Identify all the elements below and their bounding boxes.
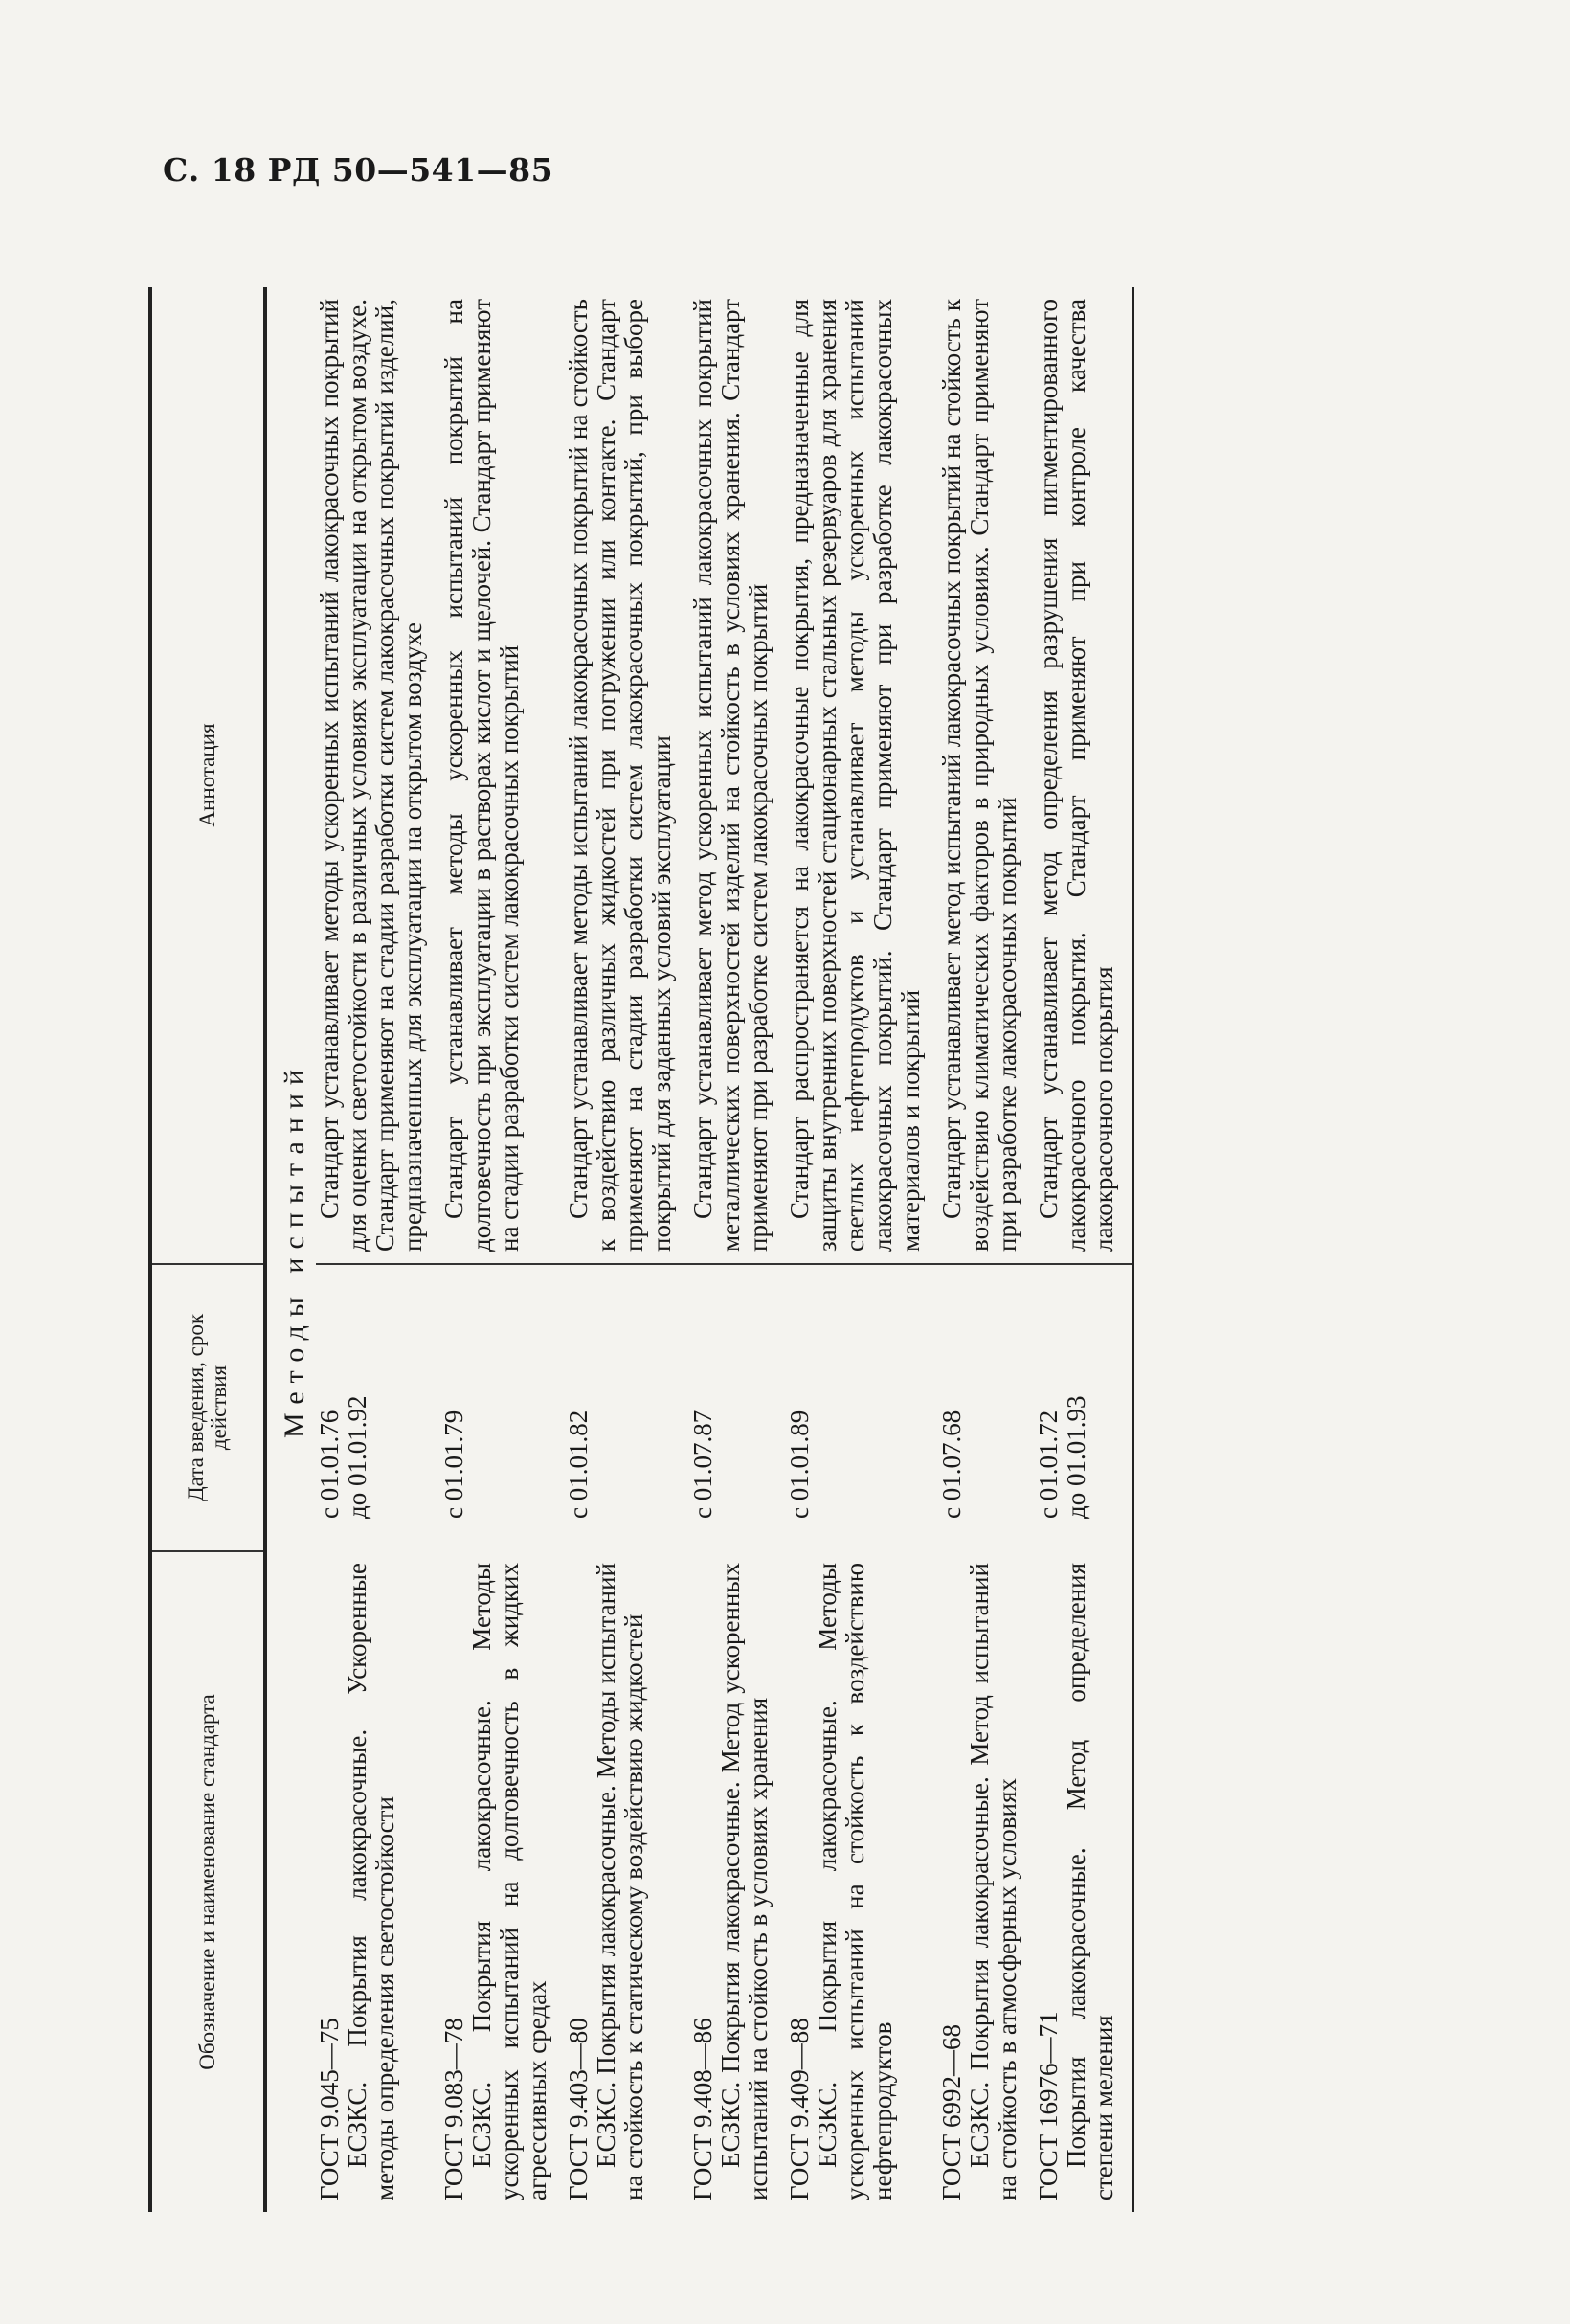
date-start: с 01.01.82 xyxy=(564,1410,593,1519)
page-header: С. 18 РД 50—541—85 xyxy=(163,151,554,189)
standard-title: ЕСЗКС. Покрытия лакокрасочные. Методы ускоренных испытаний на долговечность в жидких агрессивных средах xyxy=(467,1563,551,2200)
table-row xyxy=(1035,287,1133,2212)
standard-code: ГОСТ 9.083—78 xyxy=(439,2018,468,2200)
table-row xyxy=(786,287,938,2212)
dates-cell xyxy=(1035,1264,1133,1551)
date-end: до 01.01.93 xyxy=(1062,1395,1090,1519)
standard-code: ГОСТ 16976—71 xyxy=(1034,2011,1063,2200)
table-header-row xyxy=(150,287,265,2212)
dates-cell xyxy=(316,1264,440,1551)
dates-cell xyxy=(938,1264,1035,1551)
standard-code: ГОСТ 9.409—88 xyxy=(785,2018,814,2200)
annotation-cell: Стандарт устанавливает метод определения разрушения пигментированного лакокрасочного покрытия. Стандарт применяют при контроле качества лакокрасочного покрытия xyxy=(1035,287,1133,1264)
date-start: с 01.01.72 xyxy=(1034,1410,1063,1519)
table-row xyxy=(938,287,1035,2212)
date-end: до 01.01.92 xyxy=(343,1395,371,1519)
date-start: с 01.01.79 xyxy=(439,1410,468,1519)
annotation-cell: Стандарт устанавливает методы ускоренных испытаний покрытий на долговечность при эксплуатации в растворах кислот и щелочей. Стандарт применяют на стадии разработки систем лакокрасочных покрытий xyxy=(440,287,565,1264)
date-start: с 01.07.87 xyxy=(688,1410,717,1519)
table-row xyxy=(316,287,440,2212)
date-start: с 01.01.76 xyxy=(315,1410,344,1519)
table-row xyxy=(565,287,689,2212)
annotation-cell: Стандарт устанавливает методы испытаний лакокрасочных покрытий на стойкость к воздействию различных жидкостей при погружении или контакте. Стандарт применяют на стадии разработки систем лакокрасочных покрытий, при выборе покрытий для заданных условий эксплуатации xyxy=(565,287,689,1264)
dates-cell xyxy=(689,1264,786,1551)
annotation-cell: Стандарт распространяется на лакокрасочные покрытия, предназначенные для защиты внутренних поверхностей стационарных стальных резервуаров для хранения светлых нефтепродуктов и устанавливает методы ускоренных испытаний лакокрасочных покрытий. Стандарт применяют при разработке лакокрасочных материалов и покрытий xyxy=(786,287,938,1264)
standards-table xyxy=(148,287,1134,2212)
designation-cell xyxy=(565,1551,689,2212)
standard-code: ГОСТ 9.408—86 xyxy=(688,2018,717,2200)
standard-title: Покрытия лакокрасочные. Метод определения степени меления xyxy=(1062,1563,1118,2200)
standard-title: ЕСЗКС. Покрытия лакокрасочные. Метод испытаний на стойкость в атмосферных условиях xyxy=(965,1563,1021,2200)
designation-cell xyxy=(786,1551,938,2212)
section-title: Методы испытаний xyxy=(279,1061,310,1438)
column-header-designation: Обозначение и наименование стандарта xyxy=(150,1551,265,2212)
rotated-table-container xyxy=(148,287,1431,2212)
standard-title: ЕСЗКС. Покрытия лакокрасочные. Ускоренные методы определения светостойкости xyxy=(343,1563,399,2200)
annotation-cell: Стандарт устанавливает метод испытаний лакокрасочных покрытий на стойкость к воздействию климатических факторов в природных условиях. Стандарт применяют при разработке лакокрасочных покрытий xyxy=(938,287,1035,1264)
standard-title: ЕСЗКС. Покрытия лакокрасочные. Методы испытаний на стойкость к статическому воздействию жидкостей xyxy=(592,1563,648,2200)
dates-cell xyxy=(786,1264,938,1551)
annotation-cell: Стандарт устанавливает методы ускоренных испытаний лакокрасочных покрытий для оценки светостойкости в различных условиях эксплуатации на открытом воздухе. Стандарт применяют на стадии разработки систем лакокрасочных покрытий изделий, предназначенных для эксплуатации на открытом воздухе xyxy=(316,287,440,1264)
designation-cell xyxy=(689,1551,786,2212)
standard-title: ЕСЗКС. Покрытия лакокрасочные. Метод ускоренных испытаний на стойкость в условиях хранения xyxy=(716,1563,773,2200)
designation-cell xyxy=(440,1551,565,2212)
standard-title: ЕСЗКС. Покрытия лакокрасочные. Методы ускоренных испытаний на стойкость к воздействию нефтепродуктов xyxy=(813,1563,897,2200)
standard-code: ГОСТ 9.403—80 xyxy=(564,2018,593,2200)
column-header-annotation: Аннотация xyxy=(150,287,265,1264)
standard-code: ГОСТ 6992—68 xyxy=(937,2023,966,2200)
column-header-dates: Дата введения, срок действия xyxy=(150,1264,265,1551)
dates-cell xyxy=(440,1264,565,1551)
date-start: с 01.01.89 xyxy=(785,1410,814,1519)
table-row xyxy=(689,287,786,2212)
standard-code: ГОСТ 9.045—75 xyxy=(315,2018,344,2200)
date-start: с 01.07.68 xyxy=(937,1410,966,1519)
section-row xyxy=(265,287,316,2212)
annotation-cell: Стандарт устанавливает метод ускоренных испытаний лакокрасочных покрытий металлических поверхностей изделий на стойкость в условиях хранения. Стандарт применяют при разработке систем лакокрасочных покрытий xyxy=(689,287,786,1264)
designation-cell xyxy=(938,1551,1035,2212)
designation-cell xyxy=(316,1551,440,2212)
dates-cell xyxy=(565,1264,689,1551)
table-row xyxy=(440,287,565,2212)
designation-cell xyxy=(1035,1551,1133,2212)
